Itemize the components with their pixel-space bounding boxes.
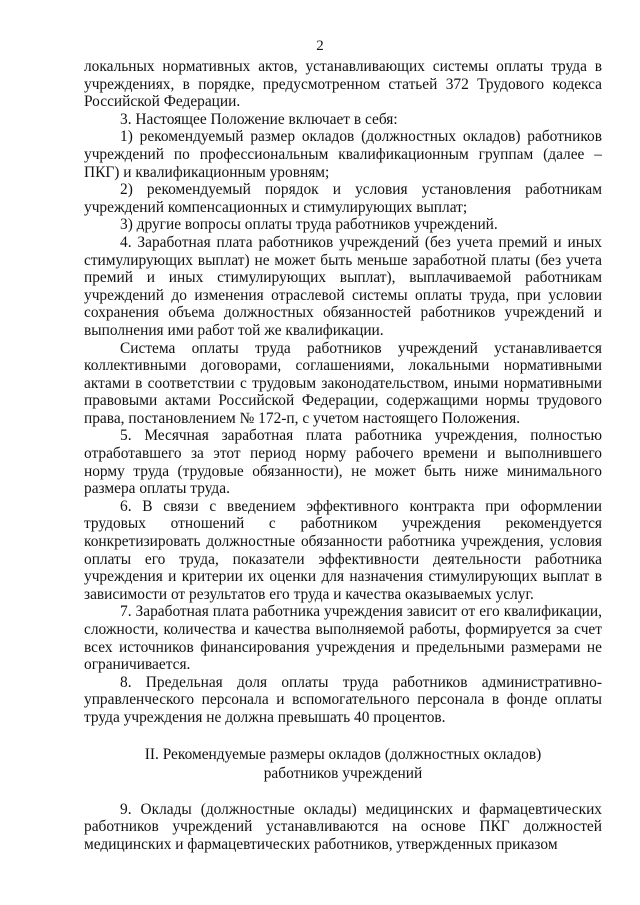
paragraph: 4. Заработная плата работников учреждений (без учета премий и иных стимулирующих выплат) не может быть меньше заработной платы (без учета премий и иных стимулирующих выплат), выплачиваемой работникам учреждений до изменения отраслевой системы оплаты труда, при условии сохранения объема должностных обязанностей работников учреждений и выполнения ими работ той же квалификации. [84, 233, 602, 339]
paragraph: 1) рекомендуемый размер окладов (должностных окладов) работников учреждений по профессиональным квалификационным группам (далее – ПКГ) и квалификационным уровням; [84, 128, 602, 181]
page-number: 2 [316, 38, 324, 54]
section-heading-line2: работников учреждений [263, 764, 423, 782]
section-heading-line1: II. Рекомендуемые размеры окладов (должностных окладов) [144, 745, 542, 763]
paragraph: 5. Месячная заработная плата работника учреждения, полностью отработавшего за этот период норму рабочего времени и выполнившего норму труда (трудовые обязанности), не может быть ниже минимального размера оплаты труда. [84, 427, 602, 498]
paragraph: 3. Настоящее Положение включает в себя: [120, 110, 398, 128]
paragraph: 6. В связи с введением эффективного контракта при оформлении трудовых отношений с работником учреждения рекомендуется конкретизировать должностные обязанности работника учреждения, условия оплаты его труда, показатели эффективности деятельности работника учреждения и критерии их оценки для назначения стимулирующих выплат в зависимости от результатов его труда и качества оказываемых услуг. [84, 497, 602, 603]
document-body [84, 58, 602, 853]
paragraph: 8. Предельная доля оплаты труда работников административно-управленческого персонала и вспомогательного персонала в фонде оплаты труда учреждения не должна превышать 40 процентов. [84, 673, 602, 726]
paragraph: 2) рекомендуемый порядок и условия установления работникам учреждений компенсационных и стимулирующих выплат; [84, 181, 602, 216]
paragraph: Система оплаты труда работников учреждений устанавливается коллективными договорами, соглашениями, локальными нормативными актами в соответствии с трудовым законодательством, иными нормативными правовыми актами Российской Федерации, содержащими нормы трудового права, постановлением № 172-п, с учетом настоящего Положения. [84, 339, 602, 427]
section-heading [84, 745, 602, 783]
paragraph: локальных нормативных актов, устанавливающих системы оплаты труда в учреждениях, в порядке, предусмотренном статьей 372 Трудового кодекса Российской Федерации. [84, 58, 602, 111]
paragraph: 9. Оклады (должностные оклады) медицинских и фармацевтических работников учреждений устанавливаются на основе ПКГ должностей медицинских и фармацевтических работников, утвержденных приказом [84, 800, 602, 853]
paragraph: 3) другие вопросы оплаты труда работников учреждений. [120, 216, 498, 234]
paragraph: 7. Заработная плата работника учреждения зависит от его квалификации, сложности, количества и качества выполняемой работы, формируется за счет всех источников финансирования учреждения и предельными размерами не ограничивается. [84, 603, 602, 674]
